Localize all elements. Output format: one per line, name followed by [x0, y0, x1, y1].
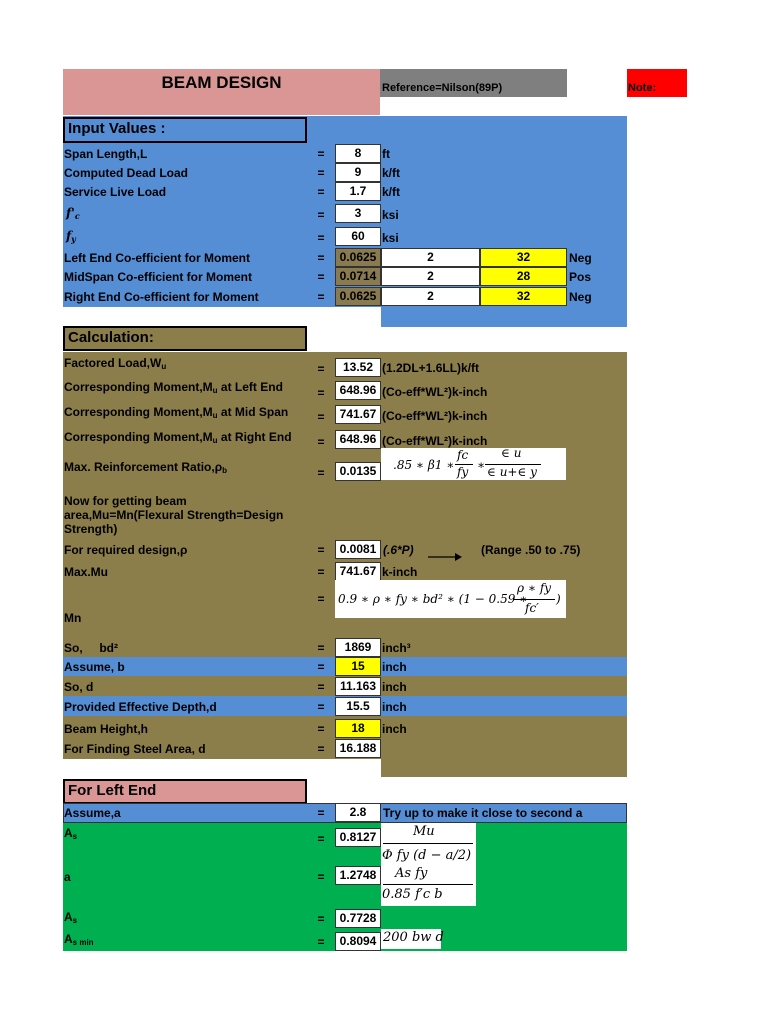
equals-sign: =: [317, 290, 325, 304]
calc-bottom-white: [63, 759, 381, 778]
beam-height-input[interactable]: 18: [335, 719, 381, 738]
equals-sign: =: [317, 742, 325, 756]
fc-unit: ksi: [382, 208, 399, 222]
right-coef-value: 0.0625: [335, 287, 381, 306]
as-formula: [381, 823, 476, 869]
as-value: 0.8127: [335, 828, 381, 847]
mn-formula: [335, 580, 566, 618]
equals-sign: =: [317, 410, 325, 424]
a-formula-den: 0.85 f′c b: [382, 887, 443, 902]
mid-coef-numerator[interactable]: 2: [381, 267, 480, 286]
right-coef-label: Right End Co-efficient for Moment: [64, 290, 259, 304]
fraction-bar: [513, 599, 555, 600]
span-input[interactable]: 8: [335, 144, 381, 163]
mid-coef-denominator[interactable]: 28: [480, 267, 567, 286]
so-d-label: So, d: [64, 680, 94, 694]
wu-value: 13.52: [335, 358, 381, 377]
mid-coef-value: 0.0714: [335, 267, 381, 286]
span-unit: ft: [382, 147, 390, 161]
equals-sign: =: [317, 386, 325, 400]
arrow-icon: [428, 548, 462, 556]
equals-sign: =: [317, 722, 325, 736]
mn-formula-main: 0.9 ∗ ρ ∗ fy ∗ bd² ∗ (1 − 0.59 ∗: [338, 592, 528, 606]
rho-formula-fc: fc: [457, 448, 469, 462]
equals-sign: =: [317, 208, 325, 222]
rho-formula-times: ∗: [477, 458, 486, 472]
mid-coef-label: MidSpan Co-efficient for Moment: [64, 270, 252, 284]
left-coef-numerator[interactable]: 2: [381, 248, 480, 267]
assume-b-unit: inch: [382, 660, 407, 674]
calc-heading: Calculation:: [63, 326, 307, 351]
right-coef-denominator[interactable]: 32: [480, 287, 567, 306]
mn-formula-num: ρ ∗ fy: [517, 581, 552, 595]
moment-mid-value: 741.67: [335, 405, 381, 424]
fy-label: $f_y$: [66, 229, 76, 244]
equals-sign: =: [317, 270, 325, 284]
required-rho-label: For required design,ρ: [64, 543, 188, 557]
equals-sign: =: [317, 660, 325, 674]
equals-sign: =: [317, 362, 325, 376]
fc-label: $f'_c$: [66, 206, 80, 221]
mn-formula-close: ): [556, 592, 561, 606]
as2-label: $A_s$: [64, 910, 78, 925]
assume-b-input[interactable]: 15: [335, 657, 381, 676]
beam-height-label: Beam Height,h: [64, 722, 149, 736]
steel-area-d-value: 16.188: [335, 739, 381, 758]
assume-a-label: Assume,a: [64, 806, 121, 820]
fc-input[interactable]: 3: [335, 204, 381, 223]
a-formula-num: As fy: [395, 866, 428, 881]
equals-sign: =: [317, 166, 325, 180]
left-coef-value: 0.0625: [335, 248, 381, 267]
left-coef-label: Left End Co-efficient for Moment: [64, 251, 250, 265]
equals-sign: =: [317, 147, 325, 161]
dead-load-input[interactable]: 9: [335, 163, 381, 182]
required-rho-formula: (.6*P): [383, 543, 414, 557]
steel-area-d-label: For Finding Steel Area, d: [64, 742, 206, 756]
moment-mid-unit: (Co-eff*WL²)k-inch: [382, 409, 488, 423]
rho-formula: [381, 448, 566, 480]
moment-mid-label: Corresponding $Moment,M_u$ at Mid Span: [64, 405, 289, 420]
moment-left-label: Corresponding $Moment,M_u$ at Left End: [64, 380, 283, 395]
equals-sign: =: [317, 251, 325, 265]
fraction-bar: [383, 843, 473, 844]
equals-sign: =: [317, 641, 325, 655]
moment-left-unit: (Co-eff*WL²)k-inch: [382, 385, 488, 399]
rho-value: 0.0135: [335, 462, 381, 481]
equals-sign: =: [317, 185, 325, 199]
a-formula: [381, 866, 476, 906]
moment-right-value: 648.96: [335, 430, 381, 449]
rho-label: Max. Reinforcement $Ratio,\rho_b$: [64, 460, 228, 475]
mn-formula-den: fc′: [525, 601, 539, 615]
left-coef-sign: Neg: [569, 251, 592, 265]
mid-coef-sign: Pos: [569, 270, 592, 284]
as2-value: 0.7728: [335, 909, 381, 928]
fy-unit: ksi: [382, 231, 399, 245]
live-load-label: Service Live Load: [64, 185, 167, 199]
provided-depth-input[interactable]: 15.5: [335, 697, 381, 716]
as-formula-num: Mu: [413, 824, 435, 839]
required-rho-range: (Range .50 to .75): [481, 543, 581, 557]
moment-right-unit: (Co-eff*WL²)k-inch: [382, 434, 488, 448]
beam-height-unit: inch: [382, 722, 407, 736]
provided-depth-label: Provided Effective Depth,d: [64, 700, 217, 714]
dead-load-unit: k/ft: [382, 166, 400, 180]
required-rho-value: 0.0081: [335, 540, 381, 559]
span-label: Span Length,L: [64, 147, 148, 161]
mn-label: Mn: [64, 611, 82, 625]
moment-left-value: 648.96: [335, 381, 381, 400]
equals-sign: =: [317, 700, 325, 714]
right-coef-sign: Neg: [569, 290, 592, 304]
equals-sign: =: [317, 912, 325, 926]
asmin-value: 0.8094: [335, 932, 381, 951]
input-bottom-white: [63, 307, 381, 328]
equals-sign: =: [317, 806, 325, 820]
wu-label: Factored $Load,W_u$: [64, 356, 167, 371]
dead-load-label: Computed Dead Load: [64, 166, 189, 180]
beam-area-note: Now for getting beam area,Mu=Mn(Flexural Strength=Design Strength): [64, 494, 284, 536]
asmin-formula-text: 200 bw d: [383, 930, 444, 945]
fy-input[interactable]: 60: [335, 227, 381, 246]
equals-sign: =: [317, 935, 325, 949]
left-end-heading: For Left End: [63, 779, 307, 804]
live-load-unit: k/ft: [382, 185, 400, 199]
rho-formula-eu: ∈ u: [501, 446, 522, 460]
bd2-value: 1869: [335, 638, 381, 657]
max-mu-label: Max.Mu: [64, 565, 109, 579]
equals-sign: =: [317, 543, 325, 557]
rho-formula-den: ∈ u+∈ y: [487, 465, 537, 479]
moment-right-label: Corresponding $Moment,M_u$ at Right End: [64, 430, 292, 445]
rho-formula-prefix: .85 ∗ β1 ∗: [393, 458, 455, 472]
max-mu-unit: k-inch: [382, 565, 418, 579]
so-d-unit: inch: [382, 680, 407, 694]
assume-b-label: Assume, b: [64, 660, 125, 674]
asmin-label: $A_{s min}$: [64, 932, 94, 947]
so-d-value: 11.163: [335, 677, 381, 696]
assume-a-input[interactable]: 2.8: [335, 803, 381, 822]
right-coef-numerator[interactable]: 2: [381, 287, 480, 306]
as-label: $A_s$: [64, 826, 78, 841]
fraction-bar: [383, 884, 473, 885]
bd2-label: So, bd²: [64, 641, 118, 655]
page-title: BEAM DESIGN: [161, 73, 282, 92]
equals-sign: =: [317, 435, 325, 449]
max-mu-value: 741.67: [335, 562, 381, 581]
equals-sign: =: [317, 565, 325, 579]
wu-unit: (1.2DL+1.6LL)k/ft: [382, 361, 480, 375]
as-formula-den: Φ fy (d − a/2): [382, 848, 472, 863]
equals-sign: =: [317, 832, 325, 846]
left-coef-denominator[interactable]: 32: [480, 248, 567, 267]
equals-sign: =: [317, 231, 325, 245]
equals-sign: =: [317, 680, 325, 694]
note-label: Note:: [628, 82, 657, 94]
equals-sign: =: [317, 870, 325, 884]
assume-a-note: Try up to make it close to second a: [383, 806, 583, 820]
equals-sign: =: [317, 466, 325, 480]
a-value: 1.2748: [335, 866, 381, 885]
reference-text: Reference=Nilson(89P): [382, 82, 503, 94]
provided-depth-unit: inch: [382, 700, 407, 714]
rho-formula-fy: fy: [457, 465, 469, 479]
input-heading: Input Values :: [63, 117, 307, 143]
asmin-formula: [381, 929, 444, 949]
bd2-unit: inch³: [382, 641, 411, 655]
live-load-input[interactable]: 1.7: [335, 182, 381, 201]
equals-sign: =: [317, 592, 325, 606]
a-label: a: [64, 870, 71, 884]
